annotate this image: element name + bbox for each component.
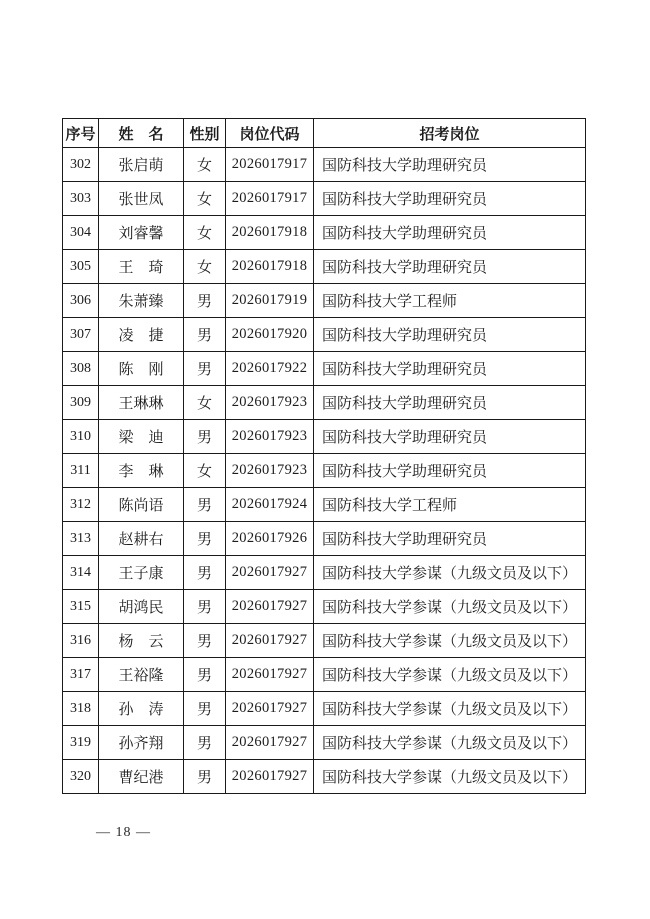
cell-gender: 男 (184, 658, 226, 692)
cell-position-code: 2026017919 (226, 284, 314, 318)
cell-name: 王子康 (99, 556, 184, 590)
cell-gender: 男 (184, 760, 226, 794)
cell-serial: 316 (63, 624, 99, 658)
cell-recruitment-position: 国防科技大学参谋（九级文员及以下） (314, 556, 586, 590)
cell-gender: 女 (184, 250, 226, 284)
cell-gender: 女 (184, 148, 226, 182)
cell-name: 陈 刚 (99, 352, 184, 386)
column-header-name: 姓 名 (99, 119, 184, 148)
table-row (63, 352, 586, 386)
cell-serial: 320 (63, 760, 99, 794)
cell-name: 王裕隆 (99, 658, 184, 692)
cell-position-code: 2026017923 (226, 454, 314, 488)
cell-serial: 309 (63, 386, 99, 420)
cell-position-code: 2026017927 (226, 590, 314, 624)
cell-recruitment-position: 国防科技大学参谋（九级文员及以下） (314, 658, 586, 692)
cell-serial: 313 (63, 522, 99, 556)
cell-gender: 男 (184, 522, 226, 556)
cell-name: 杨 云 (99, 624, 184, 658)
cell-position-code: 2026017927 (226, 658, 314, 692)
column-header-gender: 性别 (184, 119, 226, 148)
cell-name: 胡鸿民 (99, 590, 184, 624)
table-row (63, 522, 586, 556)
table-row (63, 386, 586, 420)
cell-serial: 307 (63, 318, 99, 352)
cell-position-code: 2026017927 (226, 726, 314, 760)
cell-recruitment-position: 国防科技大学助理研究员 (314, 216, 586, 250)
cell-serial: 314 (63, 556, 99, 590)
cell-recruitment-position: 国防科技大学助理研究员 (314, 454, 586, 488)
table-row (63, 318, 586, 352)
cell-position-code: 2026017923 (226, 386, 314, 420)
table-row (63, 454, 586, 488)
table-row (63, 284, 586, 318)
table-header (63, 119, 586, 148)
cell-position-code: 2026017917 (226, 148, 314, 182)
cell-name: 梁 迪 (99, 420, 184, 454)
cell-recruitment-position: 国防科技大学助理研究员 (314, 522, 586, 556)
table-header-row (63, 119, 586, 148)
cell-name: 孙齐翔 (99, 726, 184, 760)
cell-gender: 男 (184, 590, 226, 624)
cell-recruitment-position: 国防科技大学助理研究员 (314, 420, 586, 454)
cell-name: 孙 涛 (99, 692, 184, 726)
cell-position-code: 2026017927 (226, 624, 314, 658)
cell-serial: 318 (63, 692, 99, 726)
cell-recruitment-position: 国防科技大学助理研究员 (314, 148, 586, 182)
cell-serial: 312 (63, 488, 99, 522)
cell-recruitment-position: 国防科技大学助理研究员 (314, 250, 586, 284)
cell-position-code: 2026017918 (226, 250, 314, 284)
cell-gender: 男 (184, 352, 226, 386)
cell-position-code: 2026017918 (226, 216, 314, 250)
cell-position-code: 2026017924 (226, 488, 314, 522)
table-body (63, 148, 586, 794)
table-row (63, 488, 586, 522)
cell-recruitment-position: 国防科技大学助理研究员 (314, 318, 586, 352)
column-header-recruitment-position: 招考岗位 (314, 119, 586, 148)
cell-name: 李 琳 (99, 454, 184, 488)
cell-gender: 男 (184, 420, 226, 454)
cell-recruitment-position: 国防科技大学参谋（九级文员及以下） (314, 692, 586, 726)
cell-gender: 女 (184, 216, 226, 250)
cell-name: 赵耕右 (99, 522, 184, 556)
table-row (63, 760, 586, 794)
cell-recruitment-position: 国防科技大学参谋（九级文员及以下） (314, 624, 586, 658)
table-row (63, 216, 586, 250)
table-row (63, 692, 586, 726)
cell-gender: 男 (184, 318, 226, 352)
cell-name: 陈尚语 (99, 488, 184, 522)
cell-serial: 317 (63, 658, 99, 692)
column-header-serial: 序号 (63, 119, 99, 148)
cell-gender: 女 (184, 386, 226, 420)
cell-recruitment-position: 国防科技大学参谋（九级文员及以下） (314, 590, 586, 624)
cell-position-code: 2026017927 (226, 760, 314, 794)
cell-position-code: 2026017926 (226, 522, 314, 556)
cell-position-code: 2026017917 (226, 182, 314, 216)
table-row (63, 250, 586, 284)
cell-serial: 315 (63, 590, 99, 624)
cell-serial: 302 (63, 148, 99, 182)
cell-gender: 男 (184, 624, 226, 658)
cell-position-code: 2026017920 (226, 318, 314, 352)
recruitment-roster-table (62, 118, 586, 794)
cell-serial: 305 (63, 250, 99, 284)
cell-serial: 308 (63, 352, 99, 386)
cell-gender: 男 (184, 726, 226, 760)
cell-serial: 310 (63, 420, 99, 454)
cell-recruitment-position: 国防科技大学助理研究员 (314, 386, 586, 420)
table-row (63, 182, 586, 216)
cell-name: 刘睿馨 (99, 216, 184, 250)
cell-gender: 女 (184, 182, 226, 216)
cell-position-code: 2026017927 (226, 556, 314, 590)
table-row (63, 420, 586, 454)
cell-gender: 男 (184, 284, 226, 318)
cell-name: 凌 捷 (99, 318, 184, 352)
cell-position-code: 2026017927 (226, 692, 314, 726)
column-header-position-code: 岗位代码 (226, 119, 314, 148)
cell-gender: 男 (184, 556, 226, 590)
cell-serial: 311 (63, 454, 99, 488)
cell-name: 张启萌 (99, 148, 184, 182)
cell-recruitment-position: 国防科技大学工程师 (314, 284, 586, 318)
cell-name: 王 琦 (99, 250, 184, 284)
cell-name: 王琳琳 (99, 386, 184, 420)
table-row (63, 556, 586, 590)
cell-name: 朱萧臻 (99, 284, 184, 318)
cell-recruitment-position: 国防科技大学助理研究员 (314, 352, 586, 386)
cell-gender: 女 (184, 454, 226, 488)
cell-name: 张世凤 (99, 182, 184, 216)
cell-recruitment-position: 国防科技大学参谋（九级文员及以下） (314, 760, 586, 794)
cell-recruitment-position: 国防科技大学参谋（九级文员及以下） (314, 726, 586, 760)
cell-gender: 男 (184, 488, 226, 522)
cell-serial: 306 (63, 284, 99, 318)
page-number: — 18 — (96, 825, 151, 840)
cell-position-code: 2026017922 (226, 352, 314, 386)
cell-serial: 319 (63, 726, 99, 760)
table-row (63, 624, 586, 658)
cell-position-code: 2026017923 (226, 420, 314, 454)
cell-serial: 304 (63, 216, 99, 250)
table-row (63, 148, 586, 182)
table-row (63, 658, 586, 692)
cell-recruitment-position: 国防科技大学助理研究员 (314, 182, 586, 216)
cell-gender: 男 (184, 692, 226, 726)
table-row (63, 590, 586, 624)
cell-serial: 303 (63, 182, 99, 216)
table-row (63, 726, 586, 760)
cell-recruitment-position: 国防科技大学工程师 (314, 488, 586, 522)
cell-name: 曹纪港 (99, 760, 184, 794)
